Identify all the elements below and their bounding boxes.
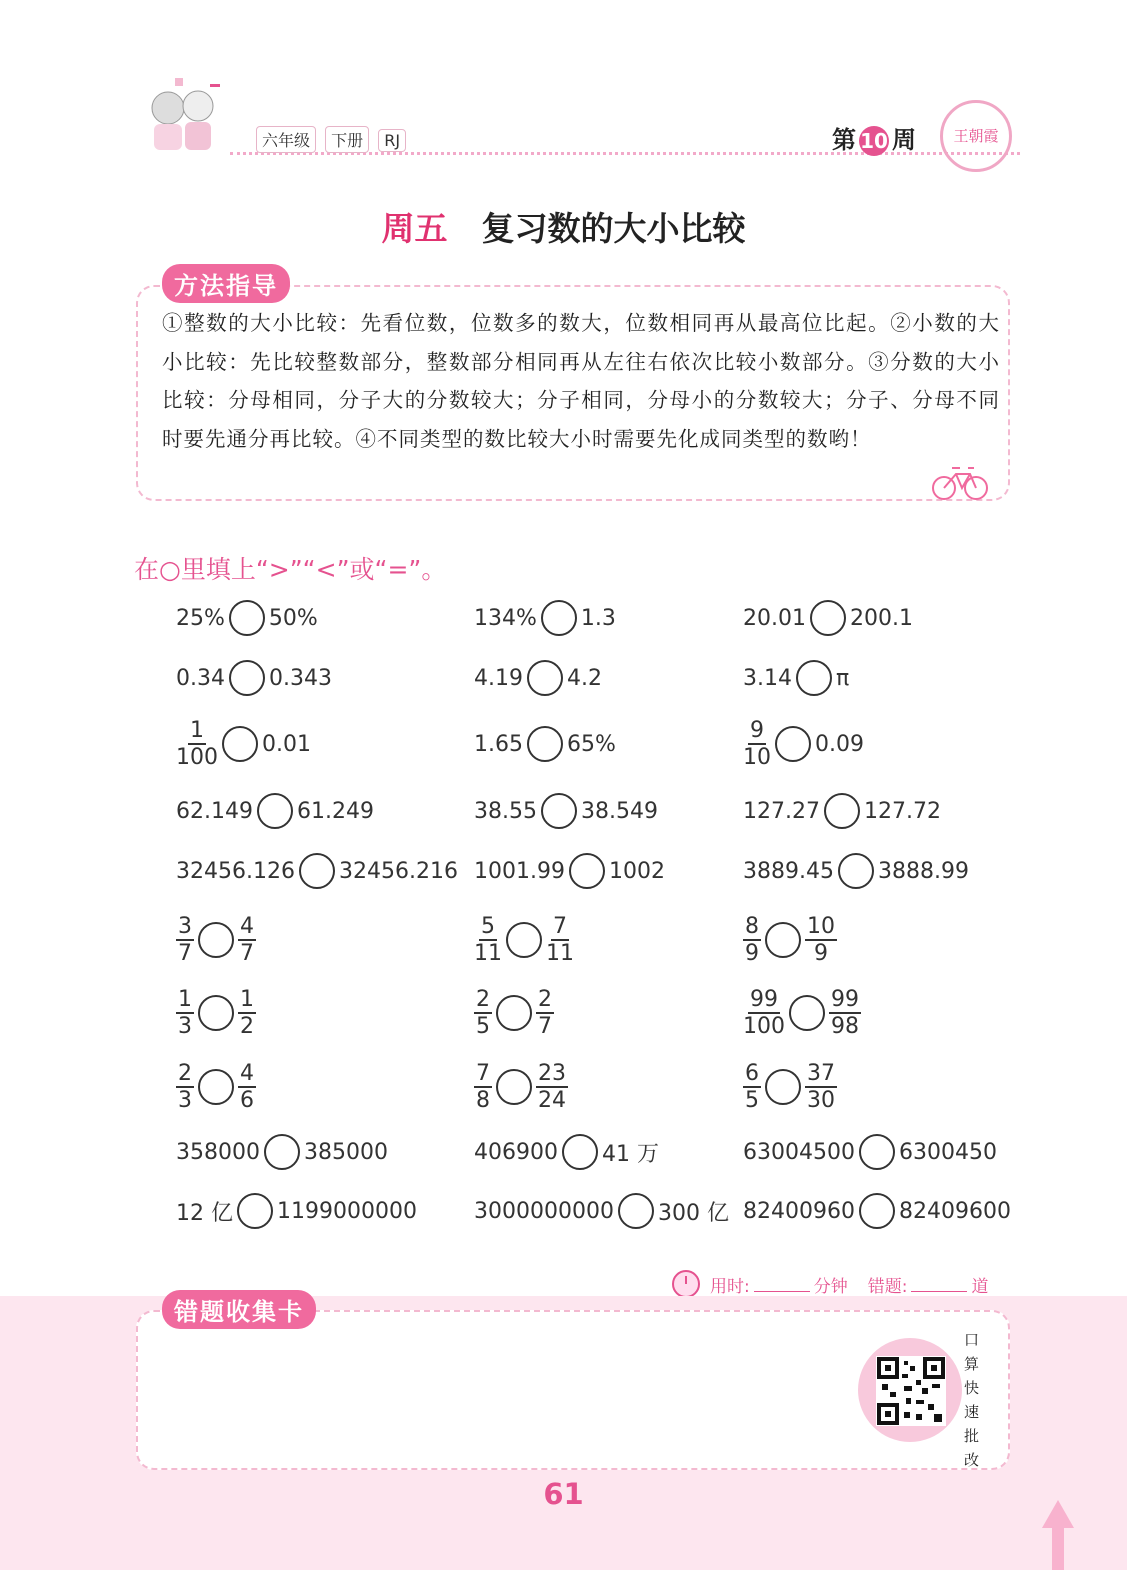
right-operand: 0.01: [262, 731, 311, 757]
left-operand: 0.34: [176, 665, 225, 691]
right-operand: [536, 987, 554, 1039]
answer-circle[interactable]: [506, 922, 542, 958]
comparison-item: [743, 1132, 997, 1172]
left-operand: [743, 914, 761, 966]
title-main: 复习数的大小比较: [481, 209, 746, 248]
time-blank[interactable]: [754, 1277, 810, 1292]
comparison-item: [176, 598, 318, 638]
fraction-numerator: 7: [476, 1061, 490, 1086]
comparison-item: [474, 1191, 729, 1231]
right-operand: 1.3: [580, 605, 616, 631]
comparison-item: [176, 791, 374, 831]
answer-circle[interactable]: [222, 726, 258, 762]
fraction-denominator: 7: [538, 1014, 552, 1039]
week-label: [832, 120, 916, 156]
right-operand: 127.72: [863, 798, 941, 824]
right-operand: [805, 1061, 837, 1113]
left-operand: [743, 718, 771, 770]
answer-circle[interactable]: [527, 660, 563, 696]
fraction-denominator: 5: [476, 1014, 490, 1039]
right-operand: [829, 987, 861, 1039]
qr-label: [950, 1328, 990, 1472]
left-operand: 12 亿: [176, 1200, 233, 1226]
time-unit: 分钟: [813, 1276, 848, 1297]
right-operand: 32456.216: [338, 858, 458, 884]
answer-circle[interactable]: [618, 1193, 654, 1229]
comparison-item: [176, 987, 256, 1039]
comparison-item: [176, 914, 256, 966]
answer-circle[interactable]: [838, 853, 874, 889]
comparison-item: [474, 987, 554, 1039]
right-operand: [546, 914, 574, 966]
comparison-item: [743, 851, 969, 891]
comparison-item: [176, 1191, 417, 1231]
left-operand: 3.14: [743, 665, 792, 691]
left-operand: 3000000000: [474, 1198, 614, 1224]
instruction-text: 在○里填上“>”“<”或“=”。: [134, 555, 447, 584]
left-operand: [176, 718, 218, 770]
fraction-numerator: 2: [476, 987, 490, 1012]
fraction-denominator: 98: [831, 1014, 859, 1039]
grade-label: 六年级: [256, 126, 316, 153]
answer-circle[interactable]: [496, 995, 532, 1031]
answer-circle[interactable]: [824, 793, 860, 829]
left-operand: 82400960: [743, 1198, 855, 1224]
fraction-denominator: 3: [178, 1088, 192, 1113]
right-operand: 3888.99: [877, 858, 969, 884]
edition-label: RJ: [378, 129, 406, 152]
bicycle-icon: [930, 462, 990, 502]
fraction-denominator: 11: [546, 941, 574, 966]
left-operand: [743, 987, 785, 1039]
left-operand: [743, 1061, 761, 1113]
fraction-denominator: 6: [240, 1088, 254, 1113]
right-operand: 6300450: [898, 1139, 997, 1165]
fraction-denominator: 24: [538, 1088, 566, 1113]
comparison-item: [743, 718, 864, 770]
fraction-denominator: 3: [178, 1014, 192, 1039]
volume-label: 下册: [325, 126, 369, 153]
left-operand: 134%: [474, 605, 537, 631]
left-operand: 4.19: [474, 665, 523, 691]
fraction-denominator: 100: [176, 745, 218, 770]
answer-circle[interactable]: [264, 1134, 300, 1170]
right-operand: 65%: [566, 731, 616, 757]
comparison-item: [176, 718, 311, 770]
left-operand: 32456.126: [176, 858, 295, 884]
right-operand: 41 万: [601, 1141, 659, 1167]
page-number: 61: [543, 1477, 584, 1511]
comparison-item: [474, 791, 658, 831]
fraction-denominator: 100: [743, 1014, 785, 1039]
fraction-denominator: 7: [240, 941, 254, 966]
answer-circle[interactable]: [257, 793, 293, 829]
fraction-numerator: 1: [178, 987, 192, 1012]
method-guide-text: ①整数的大小比较：先看位数，位数多的数大，位数相同再从最高位比起。②小数的大小比较：先比较整数部分，整数部分相同再从左往右依次比较小数部分。③分数的大小比较：分母相同，分子大的分数较大；分子相同，分母小的分数较大；分子、分母不同时要先通分再比较。④不同类型的数比较大小时需要先化成同类型的数哟！: [162, 311, 1000, 451]
comparison-item: [743, 914, 837, 966]
left-operand: [176, 987, 194, 1039]
right-operand: [536, 1061, 568, 1113]
fraction-denominator: 30: [807, 1088, 835, 1113]
right-operand: 200.1: [849, 605, 913, 631]
fraction-denominator: 5: [745, 1088, 759, 1113]
answer-circle[interactable]: [859, 1193, 895, 1229]
page-title: [0, 203, 1127, 250]
fraction-numerator: 10: [807, 914, 835, 939]
fraction-denominator: 8: [476, 1088, 490, 1113]
fraction-denominator: 9: [814, 941, 828, 966]
comparison-item: [176, 658, 332, 698]
answer-circle[interactable]: [810, 600, 846, 636]
fraction-denominator: 10: [743, 745, 771, 770]
right-operand: 4.2: [566, 665, 602, 691]
right-operand: 0.09: [815, 731, 864, 757]
errors-unit: 道: [971, 1276, 989, 1297]
left-operand: 25%: [176, 605, 225, 631]
answer-circle[interactable]: [198, 1069, 234, 1105]
author-seal-logo: 王朝霞: [940, 100, 1012, 172]
answer-circle[interactable]: [789, 995, 825, 1031]
left-operand: 127.27: [743, 798, 820, 824]
fraction-denominator: 7: [178, 941, 192, 966]
comparison-item: [474, 1061, 568, 1113]
answer-circle[interactable]: [859, 1134, 895, 1170]
answer-circle[interactable]: [229, 660, 265, 696]
time-record-row: [672, 1270, 988, 1298]
answer-circle[interactable]: [775, 726, 811, 762]
answer-circle[interactable]: [796, 660, 832, 696]
right-operand: 385000: [303, 1139, 388, 1165]
fraction-numerator: 1: [240, 987, 254, 1012]
left-operand: [176, 914, 194, 966]
fraction-numerator: 4: [240, 1061, 254, 1086]
fraction-denominator: 2: [240, 1014, 254, 1039]
fraction-numerator: 99: [831, 987, 859, 1012]
answer-circle[interactable]: [569, 853, 605, 889]
grade-tags: [256, 126, 410, 153]
comparison-item: [743, 598, 913, 638]
comparison-item: [176, 851, 458, 891]
answer-circle[interactable]: [229, 600, 265, 636]
method-guide-tag: 方法指导: [162, 264, 290, 303]
up-arrow-icon: [1040, 1500, 1076, 1570]
fraction-numerator: 5: [481, 914, 495, 939]
left-operand: [176, 1061, 194, 1113]
right-operand: 82409600: [898, 1198, 1011, 1224]
left-operand: 63004500: [743, 1139, 855, 1165]
fraction-denominator: 11: [474, 941, 502, 966]
right-operand: 300 亿: [657, 1200, 729, 1226]
right-operand: 38.549: [580, 798, 658, 824]
answer-circle[interactable]: [237, 1193, 273, 1229]
comparison-item: [176, 1061, 256, 1113]
title-day: 周五: [381, 209, 448, 248]
fraction-numerator: 4: [240, 914, 254, 939]
answer-circle[interactable]: [198, 995, 234, 1031]
right-operand: [238, 987, 256, 1039]
left-operand: 38.55: [474, 798, 537, 824]
week-number-badge: 10: [859, 126, 889, 156]
fraction-numerator: 37: [807, 1061, 835, 1086]
right-operand: [238, 914, 256, 966]
fraction-numerator: 7: [553, 914, 567, 939]
fraction-numerator: 3: [178, 914, 192, 939]
comparison-item: [743, 1191, 1011, 1231]
qr-code-icon[interactable]: [876, 1356, 946, 1426]
answer-circle[interactable]: [562, 1134, 598, 1170]
answer-circle[interactable]: [541, 793, 577, 829]
fraction-numerator: 8: [745, 914, 759, 939]
comparison-item: [474, 1132, 659, 1172]
left-operand: 62.149: [176, 798, 253, 824]
answer-circle[interactable]: [527, 726, 563, 762]
answer-circle[interactable]: [496, 1069, 532, 1105]
left-operand: 20.01: [743, 605, 806, 631]
right-operand: 0.343: [268, 665, 332, 691]
left-operand: 1.65: [474, 731, 523, 757]
right-operand: [805, 914, 837, 966]
left-operand: [474, 914, 502, 966]
right-operand: π: [835, 665, 850, 691]
comparison-item: [743, 987, 861, 1039]
time-label: 用时:: [710, 1276, 750, 1297]
comparison-item: [743, 1061, 837, 1113]
errors-blank[interactable]: [911, 1277, 967, 1292]
answer-circle[interactable]: [299, 853, 335, 889]
comparison-item: [474, 914, 574, 966]
comparison-item: [474, 598, 616, 638]
answer-circle[interactable]: [198, 922, 234, 958]
fraction-numerator: 2: [538, 987, 552, 1012]
fraction-numerator: 99: [750, 987, 778, 1012]
fraction-denominator: 9: [745, 941, 759, 966]
comparison-item: [474, 724, 616, 764]
right-operand: 1199000000: [277, 1198, 417, 1224]
left-operand: [474, 1061, 492, 1113]
fraction-numerator: 23: [538, 1061, 566, 1086]
week-prefix: 第: [832, 126, 856, 154]
week-suffix: 周: [892, 126, 916, 154]
qr-label-text: 口算快速批改: [964, 1331, 980, 1469]
comparison-item: [743, 791, 941, 831]
answer-circle[interactable]: [765, 1069, 801, 1105]
comparison-item: [474, 658, 602, 698]
stopwatch-icon: [672, 1270, 700, 1298]
comparison-item: [474, 851, 665, 891]
left-operand: 1001.99: [474, 858, 565, 884]
right-operand: [238, 1061, 256, 1113]
answer-circle[interactable]: [765, 922, 801, 958]
right-operand: 1002: [608, 858, 665, 884]
fraction-numerator: 9: [750, 718, 764, 743]
left-operand: [474, 987, 492, 1039]
fraction-numerator: 1: [190, 718, 204, 743]
answer-circle[interactable]: [541, 600, 577, 636]
fraction-numerator: 6: [745, 1061, 759, 1086]
right-operand: 61.249: [296, 798, 374, 824]
fraction-numerator: 2: [178, 1061, 192, 1086]
left-operand: 358000: [176, 1139, 260, 1165]
left-operand: 3889.45: [743, 858, 834, 884]
comparison-item: [743, 658, 849, 698]
error-card-tag: 错题收集卡: [162, 1290, 316, 1329]
comparison-item: [176, 1132, 388, 1172]
right-operand: 50%: [268, 605, 318, 631]
kids-illustration: [140, 76, 235, 158]
errors-label: 错题:: [867, 1276, 908, 1297]
left-operand: 406900: [474, 1139, 558, 1165]
